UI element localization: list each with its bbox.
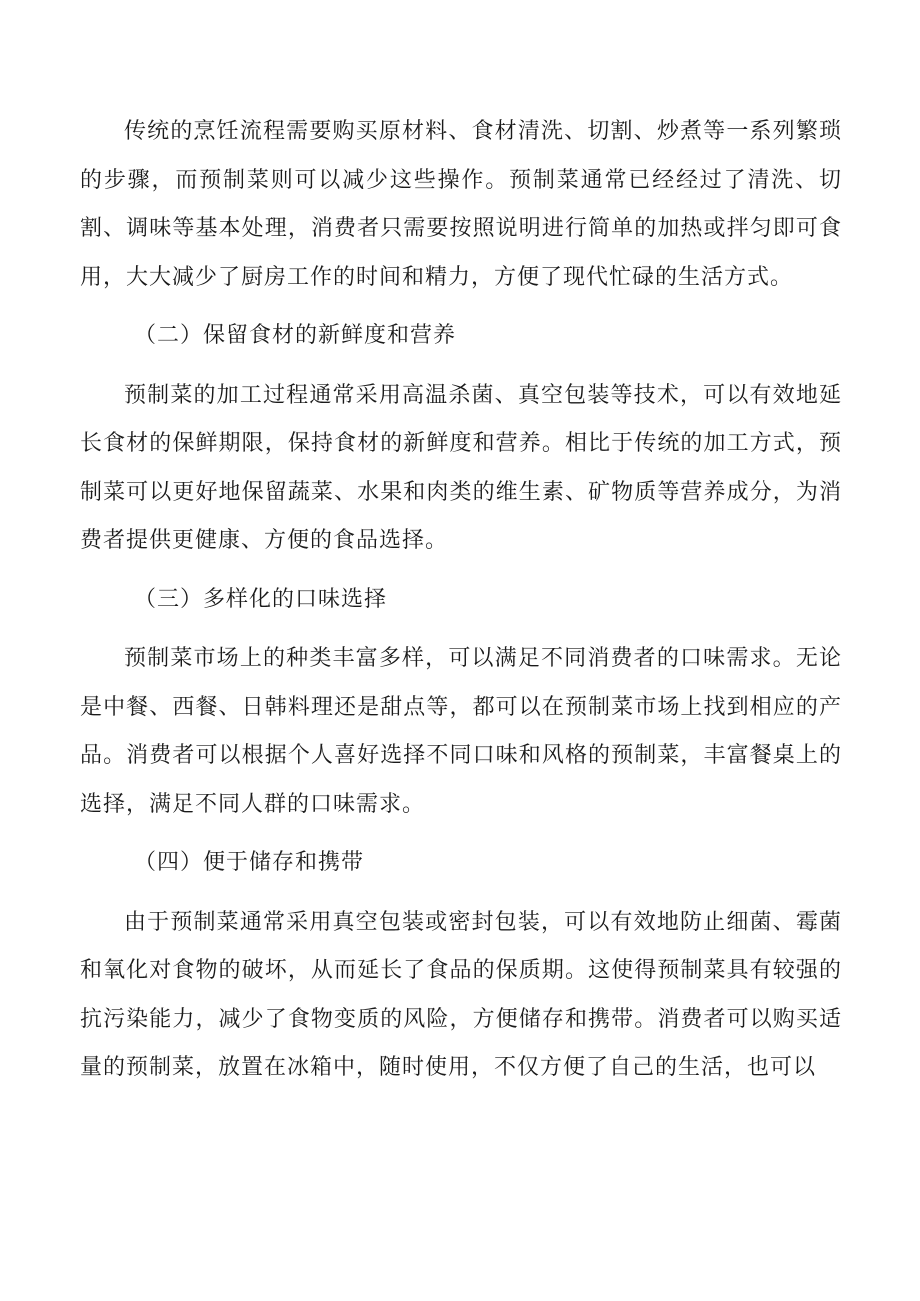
paragraph-flavors: 预制菜市场上的种类丰富多样，可以满足不同消费者的口味需求。无论是中餐、西餐、日韩料理还是甜点等，都可以在预制菜市场上找到相应的产品。消费者可以根据个人喜好选择不同口味和风格的预制菜，丰富餐桌上的选择，满足不同人群的口味需求。 — [80, 646, 842, 817]
section-heading-freshness: （二）保留食材的新鲜度和营养 — [134, 323, 457, 348]
section-heading-flavors: （三）多样化的口味选择 — [134, 586, 388, 612]
section-heading-storage: （四）便于储存和携带 — [134, 850, 365, 875]
paragraph-storage: 由于预制菜通常采用真空包装或密封包装，可以有效地防止细菌、霉菌和氧化对食物的破坏，从而延长了食品的保质期。这使得预制菜具有较强的抗污染能力，减少了食物变质的风险，方便储存和携带。消费者可以购买适量的预制菜，放置在冰箱中，随时使用，不仅方便了自己的生活，也可以 — [80, 909, 842, 1080]
paragraph-convenience: 传统的烹饪流程需要购买原材料、食材清洗、切割、炒煮等一系列繁琐的步骤，而预制菜则可以减少这些操作。预制菜通常已经经过了清洗、切割、调味等基本处理，消费者只需要按照说明进行简单的加热或拌匀即可食用，大大减少了厨房工作的时间和精力，方便了现代忙碌的生活方式。 — [80, 119, 842, 290]
paragraph-freshness: 预制菜的加工过程通常采用高温杀菌、真空包装等技术，可以有效地延长食材的保鲜期限，保持食材的新鲜度和营养。相比于传统的加工方式，预制菜可以更好地保留蔬菜、水果和肉类的维生素、矿物质等营养成分，为消费者提供更健康、方便的食品选择。 — [80, 382, 842, 553]
